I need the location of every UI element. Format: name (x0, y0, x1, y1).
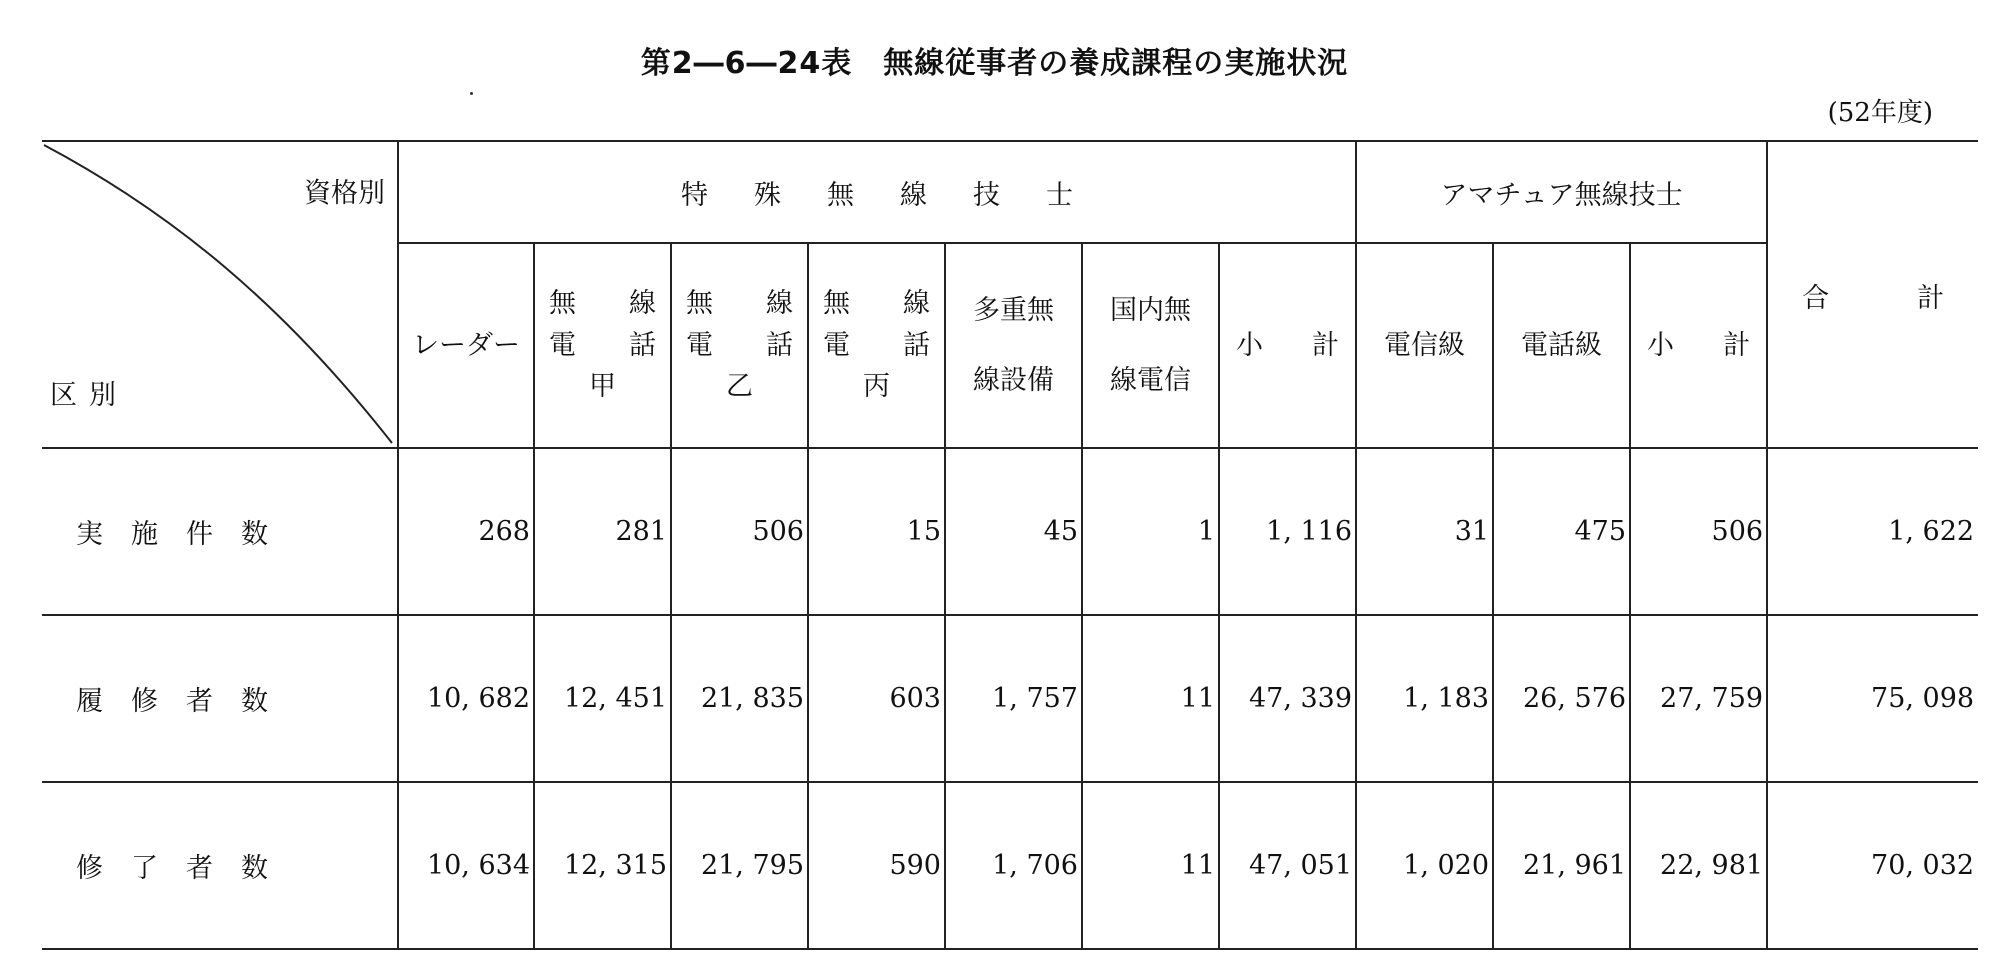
cell: 26, 576 (1493, 615, 1630, 782)
row-label-enrolled: 履修者数 (42, 615, 398, 782)
cell: 281 (534, 448, 671, 615)
cell: 590 (808, 782, 945, 949)
col-header-multiplex: 多重無 線設備 (945, 243, 1082, 448)
corner-top-label: 資格別 (304, 178, 385, 209)
row-label-sessions: 実施件数 (42, 448, 398, 615)
cell: 1, 020 (1356, 782, 1493, 949)
cell: 12, 315 (534, 782, 671, 949)
cell: 1, 183 (1356, 615, 1493, 782)
fiscal-year-note: (52年度) (1827, 98, 1933, 128)
cell: 506 (1630, 448, 1767, 615)
cell-total: 70, 032 (1767, 782, 1978, 949)
cell: 603 (808, 615, 945, 782)
group-header-special: 特殊無線技士 (398, 141, 1356, 243)
col-header-phone-a: 無 線 電 話 甲 (534, 243, 671, 448)
cell: 22, 981 (1630, 782, 1767, 949)
cell: 10, 682 (398, 615, 534, 782)
cell: 11 (1082, 615, 1219, 782)
cell: 1, 116 (1219, 448, 1356, 615)
cell: 10, 634 (398, 782, 534, 949)
col-header-domestic: 国内無 線電信 (1082, 243, 1219, 448)
table-title: 第2―6―24表 無線従事者の養成課程の実施状況 (640, 46, 1349, 81)
col-header-radar: レーダー (398, 243, 534, 448)
cell-total: 75, 098 (1767, 615, 1978, 782)
table-row (42, 782, 1978, 949)
cell: 21, 795 (671, 782, 808, 949)
cell: 15 (808, 448, 945, 615)
corner-cell (42, 141, 398, 448)
cell: 1, 757 (945, 615, 1082, 782)
cell: 31 (1356, 448, 1493, 615)
cell-total: 1, 622 (1767, 448, 1978, 615)
cell: 268 (398, 448, 534, 615)
training-course-table (42, 140, 1978, 950)
group-header-amateur: アマチュア無線技士 (1356, 141, 1767, 243)
table-row (42, 615, 1978, 782)
cell: 21, 961 (1493, 782, 1630, 949)
cell: 1 (1082, 448, 1219, 615)
cell: 45 (945, 448, 1082, 615)
cell: 1, 706 (945, 782, 1082, 949)
stray-dot (470, 92, 473, 95)
col-header-phone-c: 無 線 電 話 丙 (808, 243, 945, 448)
cell: 47, 339 (1219, 615, 1356, 782)
cell: 21, 835 (671, 615, 808, 782)
header-total: 合 計 (1767, 141, 1978, 448)
cell: 47, 051 (1219, 782, 1356, 949)
row-label-completed: 修了者数 (42, 782, 398, 949)
col-header-telegraph: 電信級 (1356, 243, 1493, 448)
cell: 27, 759 (1630, 615, 1767, 782)
table-row (42, 448, 1978, 615)
col-header-phone-b: 無 線 電 話 乙 (671, 243, 808, 448)
corner-bottom-label: 区別 (50, 380, 128, 411)
cell: 11 (1082, 782, 1219, 949)
col-header-subtotal-special: 小 計 (1219, 243, 1356, 448)
cell: 12, 451 (534, 615, 671, 782)
cell: 506 (671, 448, 808, 615)
cell: 475 (1493, 448, 1630, 615)
col-header-telephone: 電話級 (1493, 243, 1630, 448)
col-header-subtotal-amateur: 小 計 (1630, 243, 1767, 448)
